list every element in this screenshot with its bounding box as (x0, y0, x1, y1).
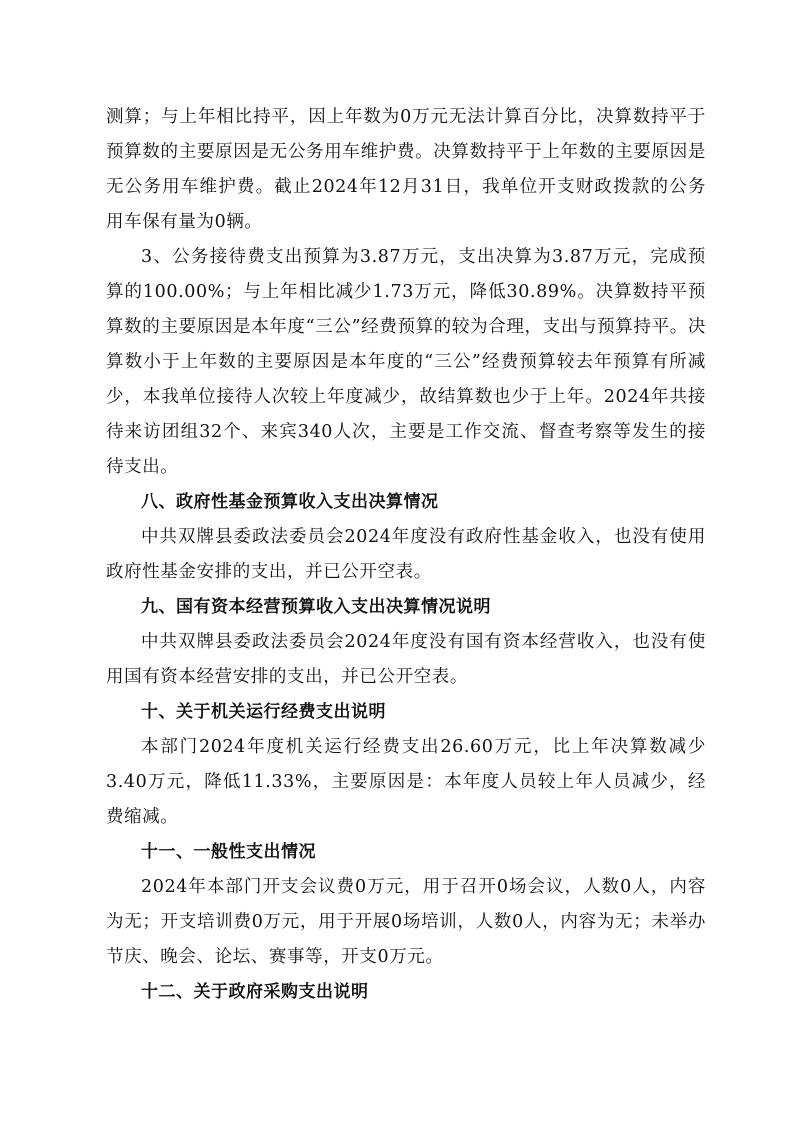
heading-government-fund: 八、政府性基金预算收入支出决算情况 (141, 492, 439, 512)
document-body (106, 100, 706, 1010)
paragraph-government-fund: 中共双牌县委政法委员会2024年度没有政府性基金收入，也没有使用政府性基金安排的支出，并已公开空表。 (106, 527, 706, 582)
paragraph-state-capital: 中共双牌县委政法委员会2024年度没有国有资本经营收入，也没有使用国有资本经营安排的支出，并已公开空表。 (106, 632, 706, 687)
paragraph-official-reception: 3、公务接待费支出预算为3.87万元，支出决算为3.87万元，完成预算的100.00%；与上年相比减少1.73万元，降低30.89%。决算数持平预算数的主要原因是本年度“三公”经费预算的较为合理，支出与预算持平。决算数小于上年数的主要原因是本年度的“三公”经费预算较去年预算有所减少，本我单位接待人次较上年度减少，故结算数也少于上年。2024年共接待来访团组32个、来宾340人次，主要是工作交流、督查考察等发生的接待支出。 (106, 247, 706, 477)
heading-government-procurement: 十二、关于政府采购支出说明 (141, 982, 369, 1002)
paragraph-vehicle-maintenance-continued: 测算；与上年相比持平，因上年数为0万元无法计算百分比，决算数持平于预算数的主要原因是无公务用车维护费。决算数持平于上年数的主要原因是无公务用车维护费。截止2024年12月31日，我单位开支财政拨款的公务用车保有量为0辆。 (106, 107, 706, 232)
paragraph-operating-expenses: 本部门2024年度机关运行经费支出26.60万元，比上年决算数减少3.40万元，降低11.33%，主要原因是：本年度人员较上年人员减少，经费缩减。 (106, 737, 706, 827)
heading-operating-expenses: 十、关于机关运行经费支出说明 (141, 702, 386, 722)
heading-general-expenditure: 十一、一般性支出情况 (141, 842, 316, 862)
heading-state-capital: 九、国有资本经营预算收入支出决算情况说明 (141, 597, 491, 617)
paragraph-general-expenditure: 2024年本部门开支会议费0万元，用于召开0场会议，人数0人，内容为无；开支培训费0万元，用于开展0场培训，人数0人，内容为无；未举办节庆、晚会、论坛、赛事等，开支0万元。 (106, 877, 706, 967)
